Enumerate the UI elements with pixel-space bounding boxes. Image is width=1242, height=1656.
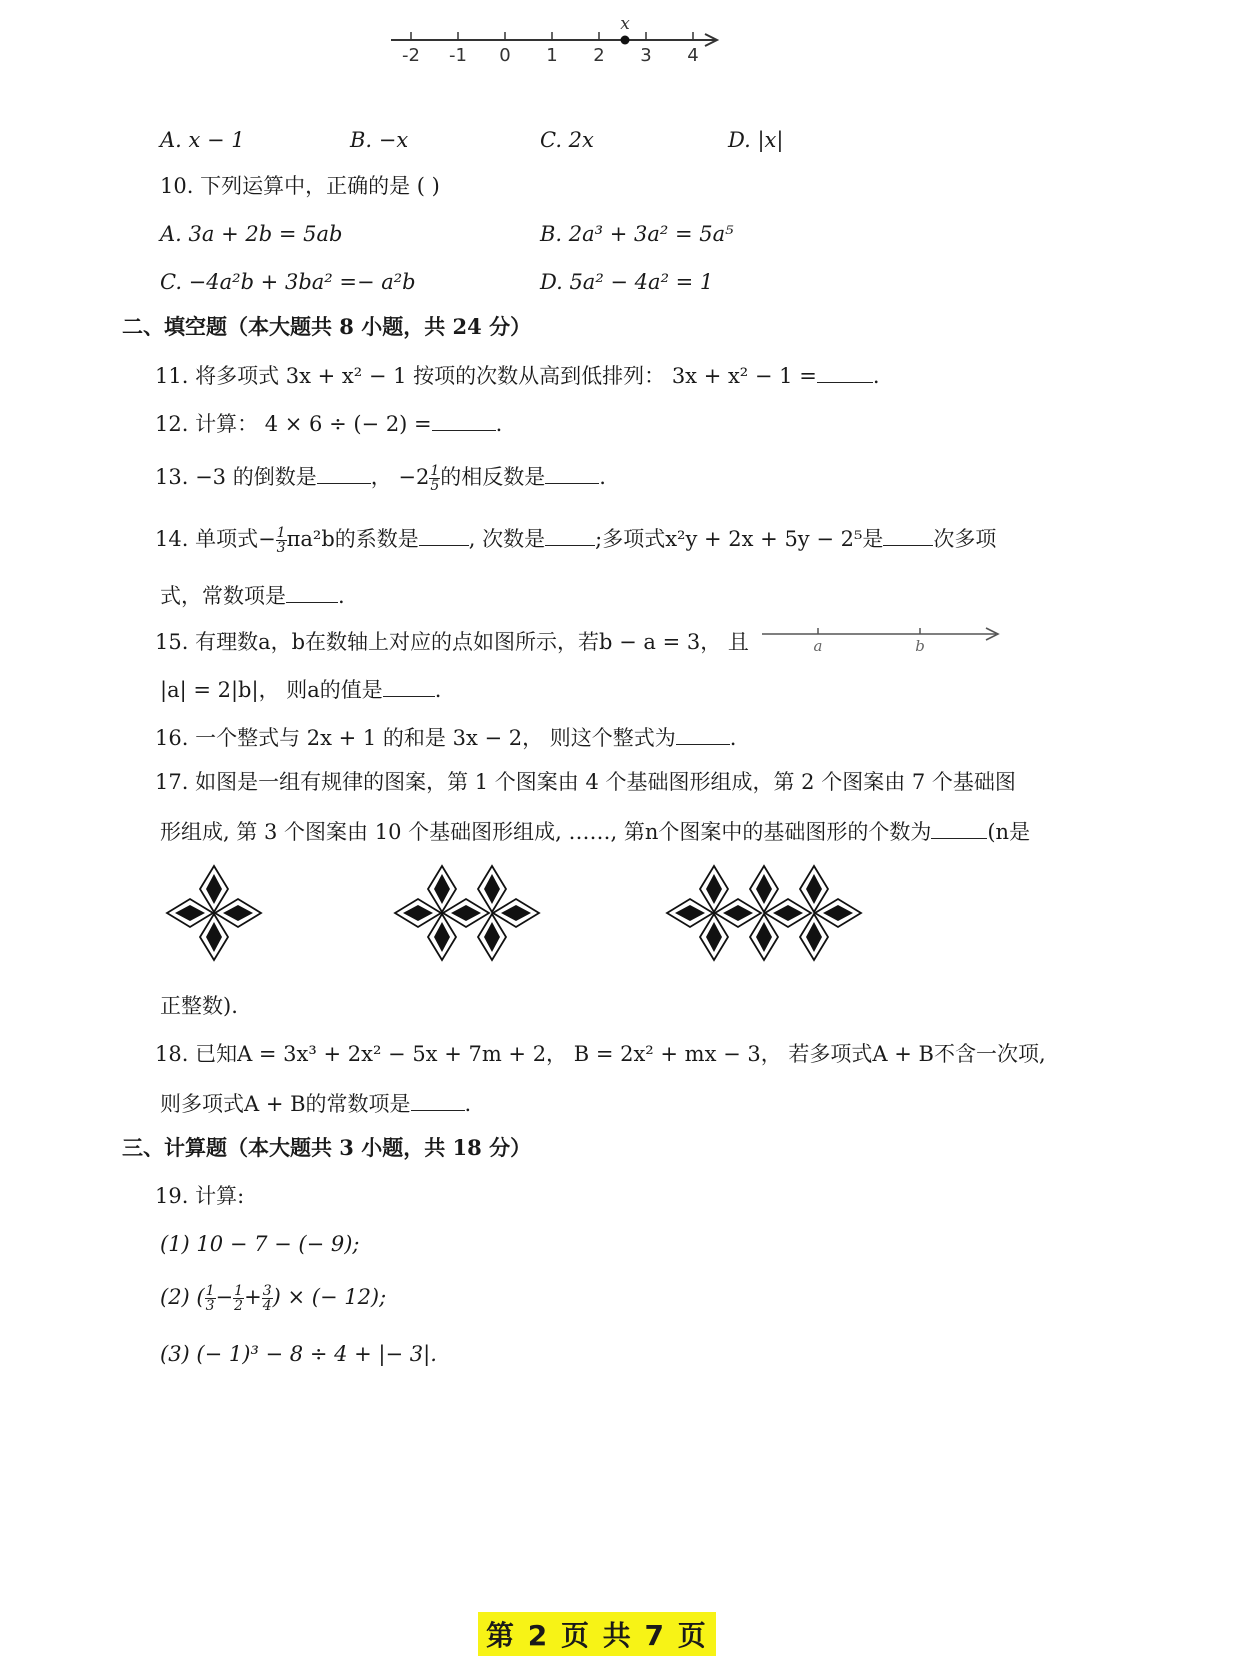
fraction-denominator: 3 <box>205 1298 215 1314</box>
q18-line2 <box>160 1088 471 1118</box>
q9-option-a: A. x − 1 <box>160 128 245 152</box>
q17-line2-text: 形组成, 第 3 个图案由 10 个基础图形组成, ……, 第n个图案中的基础图形的个数为 <box>160 820 932 844</box>
q16-end: . <box>729 726 737 750</box>
section-2-title: 二、填空题（本大题共 8 小题，共 24 分） <box>122 314 532 339</box>
fraction-denominator: 2 <box>234 1298 244 1314</box>
q9-option-b: B. −x <box>350 128 409 152</box>
q13-part1: 13. −3 的倒数是 <box>155 465 317 489</box>
q10-option-a: A. 3a + 2b = 5ab <box>160 222 343 246</box>
q10-option-c: C. −4a²b + 3ba² =− a²b <box>160 270 416 294</box>
answer-blank[interactable] <box>883 523 933 546</box>
q15-line1: 15. 有理数a，b在数轴上对应的点如图所示，若b − a = 3， 且 <box>155 630 749 654</box>
q18-line2-text: 则多项式A + B的常数项是 <box>160 1092 411 1116</box>
q12 <box>155 408 502 438</box>
q11-end: . <box>872 364 880 388</box>
fraction-denominator: 4 <box>262 1298 272 1314</box>
fraction-denominator: 5 <box>430 478 440 494</box>
q19-stem: 19. 计算: <box>155 1184 245 1208</box>
tick-label: 2 <box>593 45 605 66</box>
axis-label-b: b <box>915 637 925 655</box>
q14-part3: , 次数是 <box>468 527 546 551</box>
q13-part3: 的相反数是 <box>440 465 546 489</box>
answer-blank[interactable] <box>419 523 469 546</box>
answer-blank[interactable] <box>411 1088 465 1111</box>
q17-line1: 17. 如图是一组有规律的图案，第 1 个图案由 4 个基础图形组成，第 2 个图案由 7 个基础图 <box>155 770 1016 794</box>
q16 <box>155 722 736 752</box>
answer-blank[interactable] <box>432 408 496 431</box>
fraction <box>233 1284 244 1313</box>
q19-sub-3: (3) (− 1)³ − 8 ÷ 4 + |− 3|. <box>160 1342 437 1366</box>
q14-part4: ;多项式x²y + 2x + 5y − 2⁵是 <box>595 527 884 551</box>
q9-option-d: D. |x| <box>728 128 784 152</box>
point-x-label: x <box>620 14 630 34</box>
q17-line3: 正整数). <box>160 994 238 1018</box>
q16-text: 16. 一个整式与 2x + 1 的和是 3x − 2， 则这个整式为 <box>155 726 676 750</box>
axis-label-a: a <box>813 637 823 655</box>
fraction-numerator: 1 <box>234 1283 244 1299</box>
q9-option-c: C. 2x <box>540 128 594 152</box>
q10-option-b: B. 2a³ + 3a² = 5a⁵ <box>540 222 734 246</box>
fraction <box>276 526 287 555</box>
q13-end: . <box>599 465 606 489</box>
q17-line2 <box>160 816 1030 846</box>
tick-label: 1 <box>546 45 558 66</box>
q15-line2 <box>160 674 441 704</box>
q19-sub-2: (2) ( $\frac{1}{3}$ − $\frac{1}{2}$ + $\frac{3}{4}$ ) × (− 12); <box>160 1283 387 1314</box>
q18-end: . <box>464 1092 472 1116</box>
fraction <box>429 464 440 493</box>
pattern-figure-3 <box>667 866 861 960</box>
q14-part2: πa²b的系数是 <box>286 527 419 551</box>
tick-label: 4 <box>687 45 699 66</box>
q14-line2 <box>160 580 345 610</box>
q18-line1: 18. 已知A = 3x³ + 2x² − 5x + 7m + 2， B = 2x² + mx − 3， 若多项式A + B不含一次项, <box>155 1042 1046 1066</box>
q15-end: . <box>434 678 442 702</box>
tick-label: 3 <box>640 45 652 66</box>
q12-text: 12. 计算： 4 × 6 ÷ (− 2) = <box>155 412 432 436</box>
fraction-numerator: 3 <box>262 1283 272 1299</box>
fraction <box>262 1284 273 1313</box>
fraction <box>205 1284 216 1313</box>
q13-part2: ， −2 <box>370 465 430 489</box>
answer-blank[interactable] <box>931 816 987 839</box>
pattern-figure-2 <box>395 866 539 960</box>
q14-part1: 14. 单项式− <box>155 527 276 551</box>
tick-label: -1 <box>449 45 467 66</box>
q14-line2-text: 式，常数项是 <box>160 584 286 608</box>
q14 <box>155 522 996 556</box>
q10-stem: 10. 下列运算中，正确的是 ( ) <box>160 174 440 198</box>
q19-sub2-open: (2) ( <box>160 1285 205 1309</box>
fraction-denominator: 3 <box>276 540 286 556</box>
page-indicator: 第 2 页 共 7 页 <box>478 1612 716 1656</box>
q17-line2-tail: (n是 <box>987 820 1031 844</box>
q19-sub-1: (1) 10 − 7 − (− 9); <box>160 1232 360 1256</box>
fraction-numerator: 1 <box>276 525 286 541</box>
q11-text: 11. 将多项式 3x + x² − 1 按项的次数从高到低排列： 3x + x² − 1 = <box>155 364 817 388</box>
tick-label: 0 <box>499 45 511 66</box>
answer-blank[interactable] <box>317 461 371 484</box>
q12-end: . <box>495 412 503 436</box>
q19-sub2-close: ) × (− 12); <box>272 1285 387 1309</box>
q15-line2-text: |a| = 2|b|， 则a的值是 <box>160 678 383 702</box>
pattern-figures <box>150 858 1070 976</box>
q11 <box>155 360 880 390</box>
answer-blank[interactable] <box>286 580 338 603</box>
section-3-title: 三、计算题（本大题共 3 小题，共 18 分） <box>122 1135 532 1160</box>
q14-part5: 次多项 <box>933 527 997 551</box>
q14-end: . <box>338 584 345 608</box>
tick-label: -2 <box>402 45 420 66</box>
answer-blank[interactable] <box>817 360 873 383</box>
q10-option-d: D. 5a² − 4a² = 1 <box>540 270 714 294</box>
point-x-marker <box>621 36 630 45</box>
fraction-numerator: 1 <box>430 463 440 479</box>
number-line-top <box>385 14 730 70</box>
pattern-figure-1 <box>167 866 261 960</box>
answer-blank[interactable] <box>676 722 730 745</box>
number-line-ab <box>760 620 1002 656</box>
fraction-numerator: 1 <box>205 1283 215 1299</box>
answer-blank[interactable] <box>545 523 595 546</box>
answer-blank[interactable] <box>383 674 435 697</box>
answer-blank[interactable] <box>545 461 599 484</box>
q13 <box>155 460 606 494</box>
